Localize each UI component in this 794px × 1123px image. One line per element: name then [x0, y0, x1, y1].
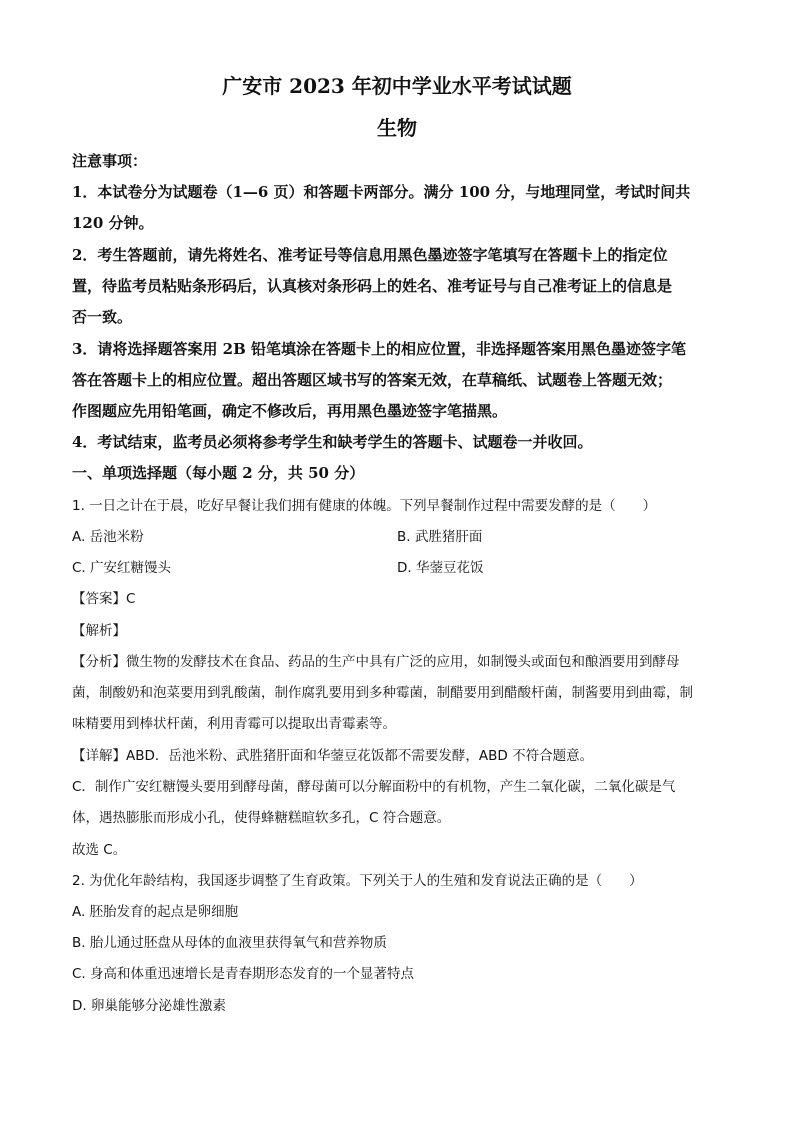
- explanation-line: 【分析】微生物的发酵技术在食品、药品的生产中具有广泛的应用，如制馒头或面包和酿酒要用到酵母: [72, 654, 680, 670]
- notice-line: 答在答题卡上的相应位置。超出答题区域书写的答案无效，在草稿纸、试题卷上答题无效；: [72, 371, 673, 389]
- question-2-option: B. 胎儿通过胚盘从母体的血液里获得氧气和营养物质: [72, 935, 387, 951]
- question-1-option-d: D. 华蓥豆花饭: [397, 560, 484, 576]
- question-2-option: C. 身高和体重迅速增长是青春期形态发育的一个显著特点: [72, 966, 415, 982]
- section-heading: 一、单项选择题（每小题 2 分，共 50 分）: [72, 464, 365, 482]
- explanation-line: 味精要用到棒状杆菌，利用青霉可以提取出青霉素等。: [72, 716, 396, 732]
- notice-line: 120 分钟。: [72, 214, 154, 232]
- question-1-stem: 1. 一日之计在于晨，吃好早餐让我们拥有健康的体魄。下列早餐制作过程中需要发酵的是（ ）: [72, 498, 657, 514]
- question-2-option: D. 卵巢能够分泌雄性激素: [72, 998, 226, 1014]
- explanation-line: 体，遇热膨胀而形成小孔，使得蜂糖糕暄软多孔，C 符合题意。: [72, 810, 451, 826]
- page-title: 广安市 2023 年初中学业水平考试试题: [222, 74, 572, 98]
- question-1-option-c: C. 广安红糖馒头: [72, 560, 172, 576]
- explanation-line: 【详解】ABD．岳池米粉、武胜猪肝面和华蓥豆花饭都不需要发酵，ABD 不符合题意。: [72, 748, 594, 764]
- subject-title: 生物: [377, 116, 417, 140]
- notice-line: 3．请将选择题答案用 2B 铅笔填涂在答题卡上的相应位置，非选择题答案用黑色墨迹签字笔: [72, 340, 687, 358]
- analysis-heading: 【解析】: [72, 623, 126, 639]
- notice-line: 1．本试卷分为试题卷（1—6 页）和答题卡两部分。满分 100 分，与地理同堂，考试时间共: [72, 183, 691, 201]
- notice-heading: 注意事项：: [72, 152, 148, 170]
- explanation-line: 故选 C。: [72, 842, 127, 858]
- notice-line: 作图题应先用铅笔画，确定不修改后，再用黑色墨迹签字笔描黑。: [72, 402, 508, 420]
- notice-line: 否一致。: [72, 308, 133, 326]
- notice-line: 4．考试结束，监考员必须将参考学生和缺考学生的答题卡、试题卷一并收回。: [72, 433, 593, 451]
- question-2-stem: 2. 为优化年龄结构，我国逐步调整了生育政策。下列关于人的生殖和发育说法正确的是（ ）: [72, 873, 643, 889]
- notice-line: 置，待监考员粘贴条形码后，认真核对条形码上的姓名、准考证号与自己准考证上的信息是: [72, 277, 673, 295]
- question-1-option-b: B. 武胜猪肝面: [397, 529, 483, 545]
- question-2-option: A. 胚胎发育的起点是卵细胞: [72, 904, 239, 920]
- notice-line: 2．考生答题前，请先将姓名、准考证号等信息用黑色墨迹签字笔填写在答题卡上的指定位: [72, 246, 668, 264]
- answer-label: 【答案】C: [72, 591, 136, 607]
- question-1-option-a: A. 岳池米粉: [72, 529, 144, 545]
- explanation-line: 菌，制酸奶和泡菜要用到乳酸菌，制作腐乳要用到多种霉菌，制醋要用到醋酸杆菌，制酱要用到曲霉，制: [72, 685, 693, 701]
- explanation-line: C．制作广安红糖馒头要用到酵母菌，酵母菌可以分解面粉中的有机物，产生二氧化碳，二氧化碳是气: [72, 779, 676, 795]
